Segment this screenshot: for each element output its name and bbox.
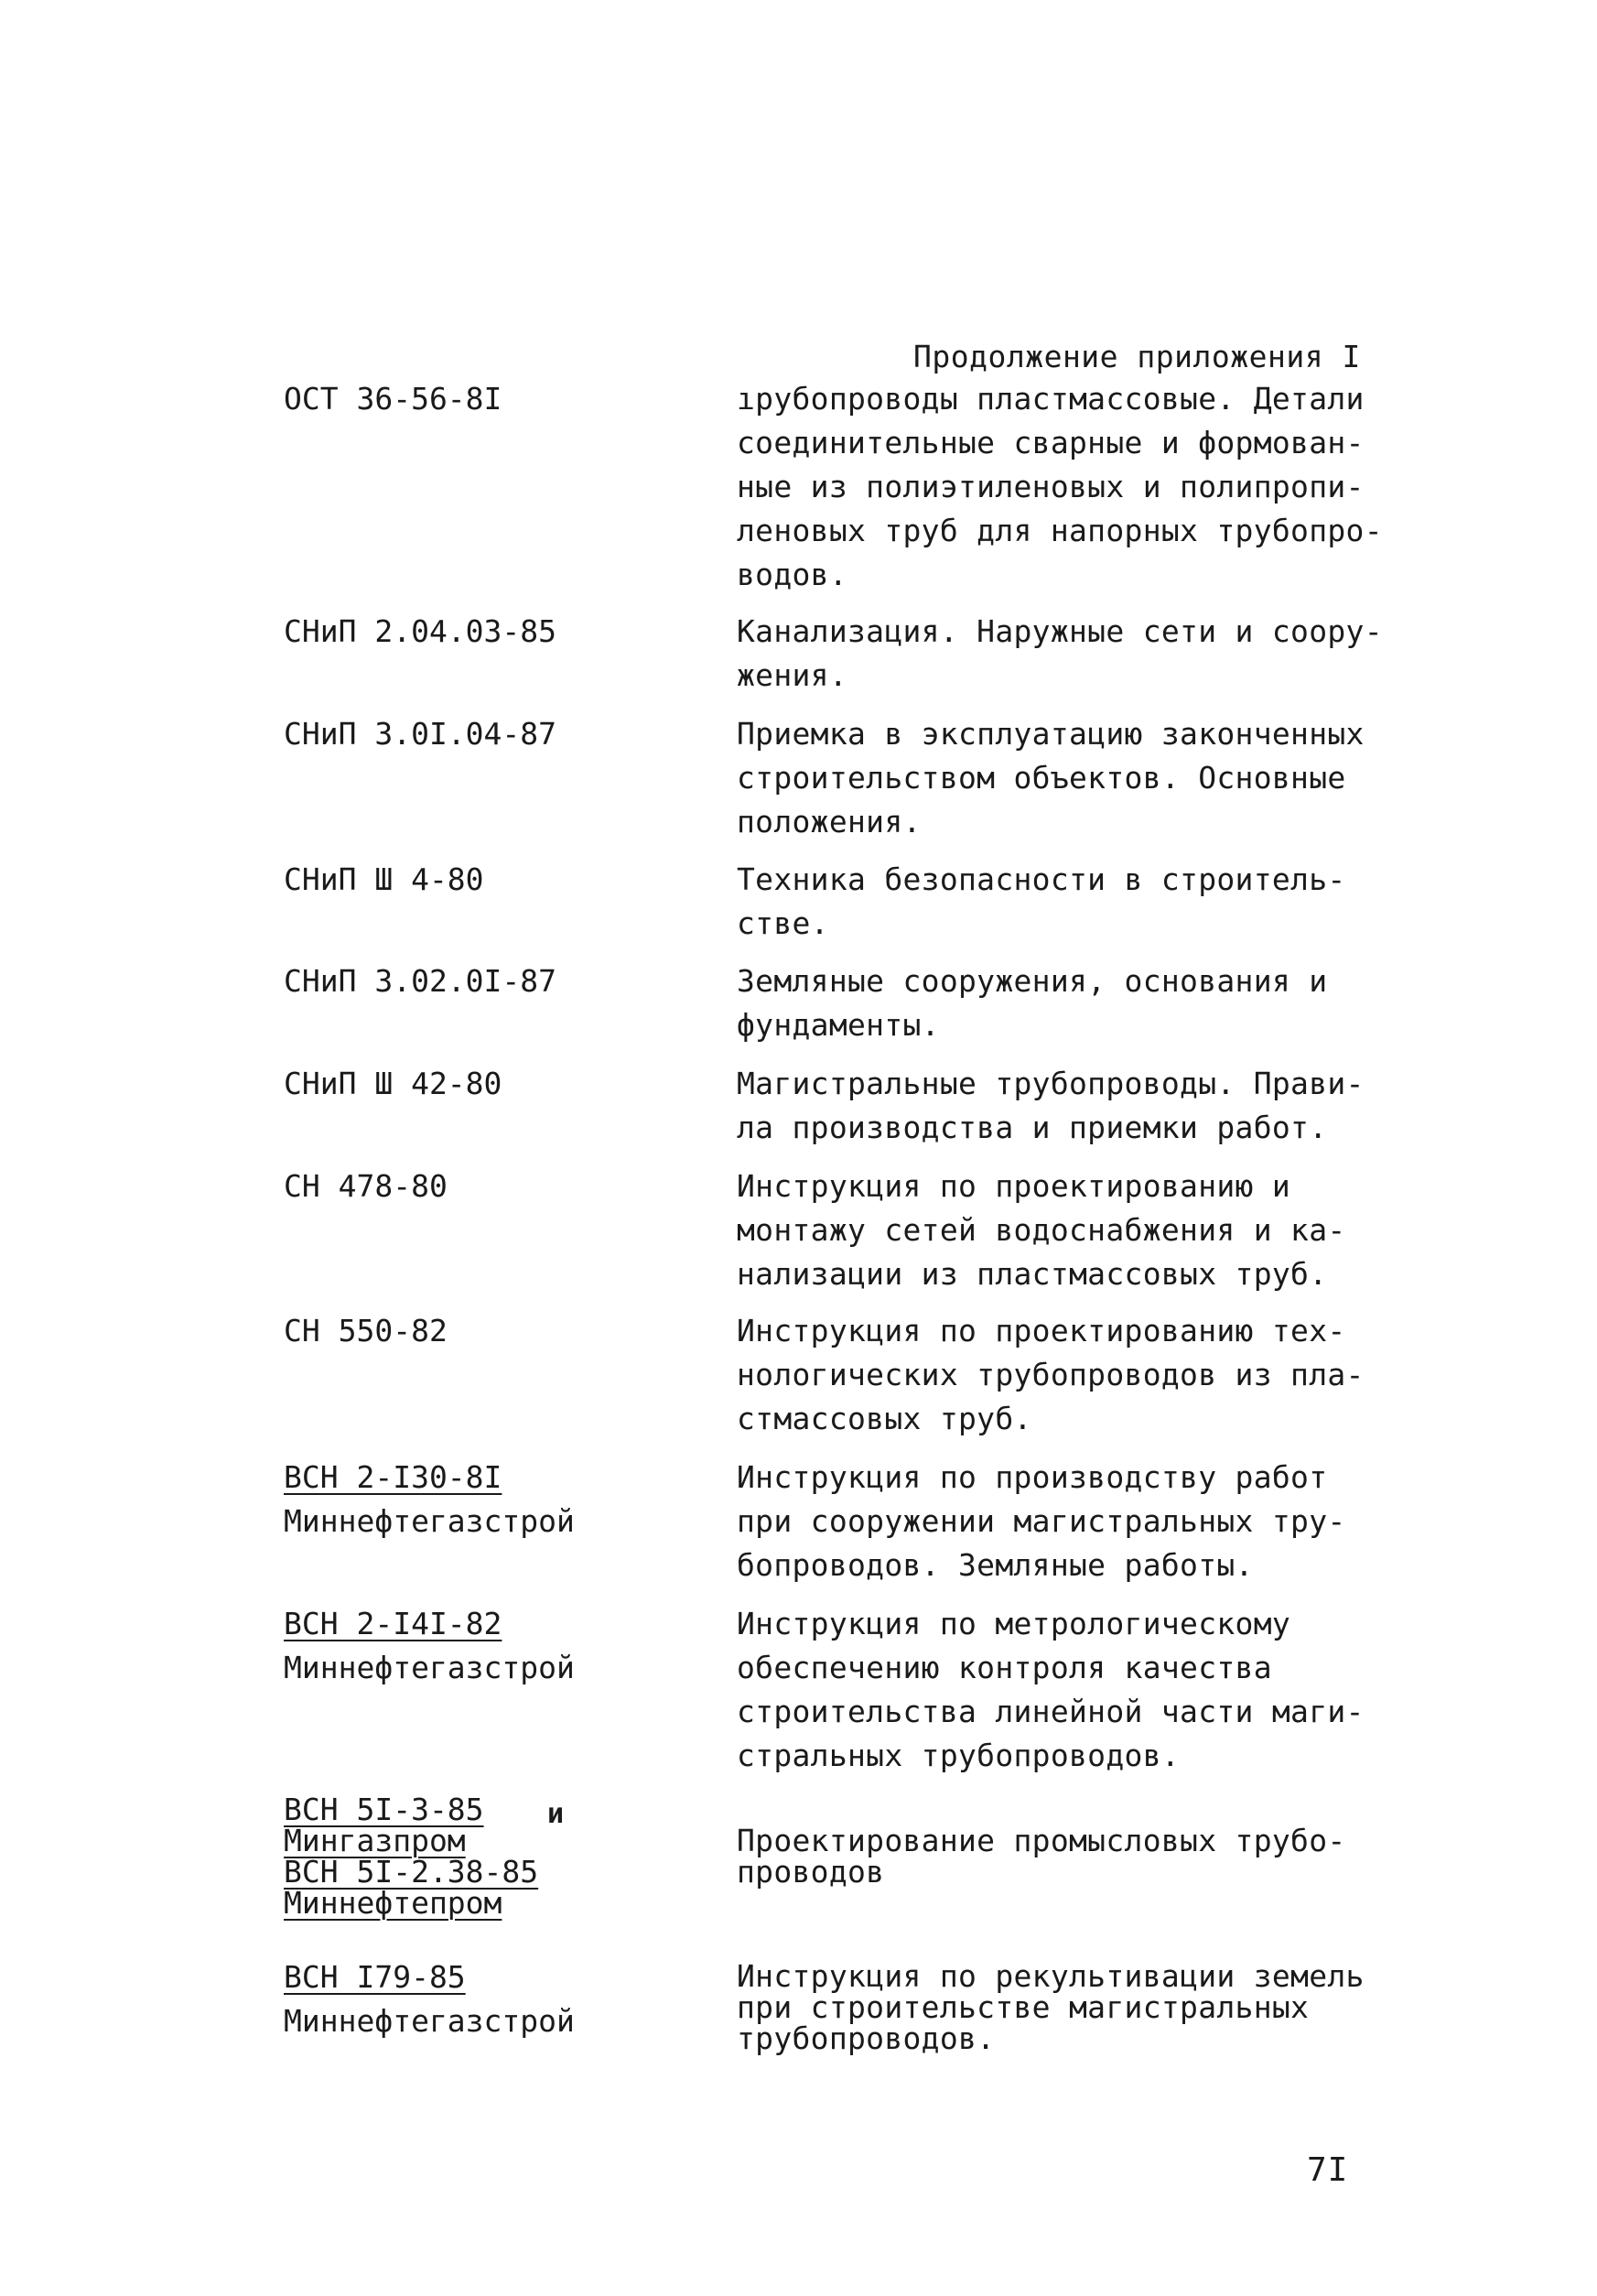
description-line: ıрубопроводы пластмассовые. Детали (737, 381, 1365, 417)
conjunction-mark: и (547, 1798, 565, 1830)
standard-code (284, 959, 595, 1003)
description-line: ла производства и приемки работ. (737, 1110, 1328, 1145)
standard-code-line: СНиП 2.04.03-85 (284, 613, 557, 649)
standard-description (737, 377, 1383, 597)
standard-description (737, 1062, 1377, 1150)
description-line: Инструкция по проектированию и (737, 1168, 1291, 1204)
page-number: 7I (1307, 2151, 1349, 2189)
description-line: ные из полиэтиленовых и полипропи- (737, 469, 1365, 504)
continuation-heading: Продолжение приложения I (913, 339, 1361, 374)
standard-description (737, 1456, 1377, 1587)
standard-code-line: СН 550-82 (284, 1313, 448, 1348)
ministry-name: Миннефтегазстрой (284, 1503, 575, 1539)
description-line: строительства линейной части маги- (737, 1694, 1365, 1729)
standard-code (284, 377, 595, 421)
description-line: Техника безопасности в строитель- (737, 861, 1346, 897)
description-line: нализации из пластмассовых труб. (737, 1256, 1328, 1292)
description-line: нологических трубопроводов из пла- (737, 1357, 1365, 1392)
standard-description (737, 1309, 1377, 1441)
standard-code-line: ВСН 2-I4I-82 (284, 1606, 502, 1641)
description-line: соединительные сварные и формован- (737, 425, 1365, 460)
description-line: проводов (737, 1854, 885, 1890)
standard-code (284, 1602, 595, 1690)
standard-code (284, 1955, 595, 2043)
standard-code (284, 712, 595, 756)
ministry-name: Мингазпром (284, 1823, 466, 1858)
description-line: стмассовых труб. (737, 1401, 1032, 1436)
standard-description (737, 1958, 1377, 2056)
standard-code-line: ВСН I79-85 (284, 1959, 466, 1995)
standard-code (284, 1309, 595, 1353)
description-line: трубопроводов. (737, 2020, 996, 2056)
description-line: Магистральные трубопроводы. Прави- (737, 1066, 1365, 1101)
standard-code (284, 1062, 595, 1106)
description-line: леновых труб для напорных трубопро- (737, 513, 1383, 548)
description-line: положения. (737, 804, 922, 839)
standard-code-line: ВСН 2-I30-8I (284, 1459, 502, 1495)
description-line: Канализация. Наружные сети и соору- (737, 613, 1383, 649)
description-line: Приемка в эксплуатацию законченных (737, 716, 1365, 752)
description-line: стве. (737, 905, 829, 941)
description-line: монтажу сетей водоснабжения и ка- (737, 1212, 1346, 1248)
description-line: стральных трубопроводов. (737, 1738, 1181, 1773)
standard-code (284, 610, 595, 654)
description-line: фундаменты. (737, 1007, 940, 1043)
description-line: обеспечению контроля качества (737, 1650, 1272, 1685)
standard-code (284, 1456, 595, 1543)
ministry-name: Миннефтепром (284, 1885, 502, 1921)
description-line: при строительстве магистральных (737, 1989, 1310, 2025)
description-line: Проектирование промысловых трубо- (737, 1823, 1346, 1858)
description-line: бопроводов. Земляные работы. (737, 1547, 1254, 1583)
standard-code-line: ОСТ 36-56-8I (284, 381, 502, 417)
standard-description (737, 1602, 1377, 1778)
description-line: водов. (737, 557, 848, 592)
standard-description (737, 1164, 1377, 1296)
standard-code-line: ВСН 5I-2.38-85 (284, 1854, 539, 1890)
standard-code-line: ВСН 5I-3-85 (284, 1792, 484, 1827)
description-line: Инструкция по проектированию тех- (737, 1313, 1346, 1348)
standard-code-line: СНиП 3.0I.04-87 (284, 716, 557, 752)
description-line: жения. (737, 657, 848, 693)
standard-code (284, 858, 595, 902)
standard-description (737, 610, 1383, 698)
standard-code-line: СНиП Ш 42-80 (284, 1066, 502, 1101)
standard-code-line: СН 478-80 (284, 1168, 448, 1204)
ministry-name: Миннефтегазстрой (284, 1650, 575, 1685)
description-line: Инструкция по метрологическому (737, 1606, 1291, 1641)
standard-code (284, 1164, 595, 1208)
standard-description (737, 858, 1377, 946)
standard-description (737, 1825, 1377, 1888)
ministry-name: Миннефтегазстрой (284, 2003, 575, 2039)
description-line: Земляные сооружения, основания и (737, 963, 1328, 999)
description-line: строительством объектов. Основные (737, 760, 1346, 796)
description-line: Инструкция по рекультивации земель (737, 1958, 1365, 1994)
standard-code-line: СНиП 3.02.0I-87 (284, 963, 557, 999)
standard-description (737, 959, 1377, 1047)
standard-description (737, 712, 1377, 844)
standard-code-line: СНиП Ш 4-80 (284, 861, 484, 897)
description-line: при сооружении магистральных тру- (737, 1503, 1346, 1539)
description-line: Инструкция по производству работ (737, 1459, 1328, 1495)
